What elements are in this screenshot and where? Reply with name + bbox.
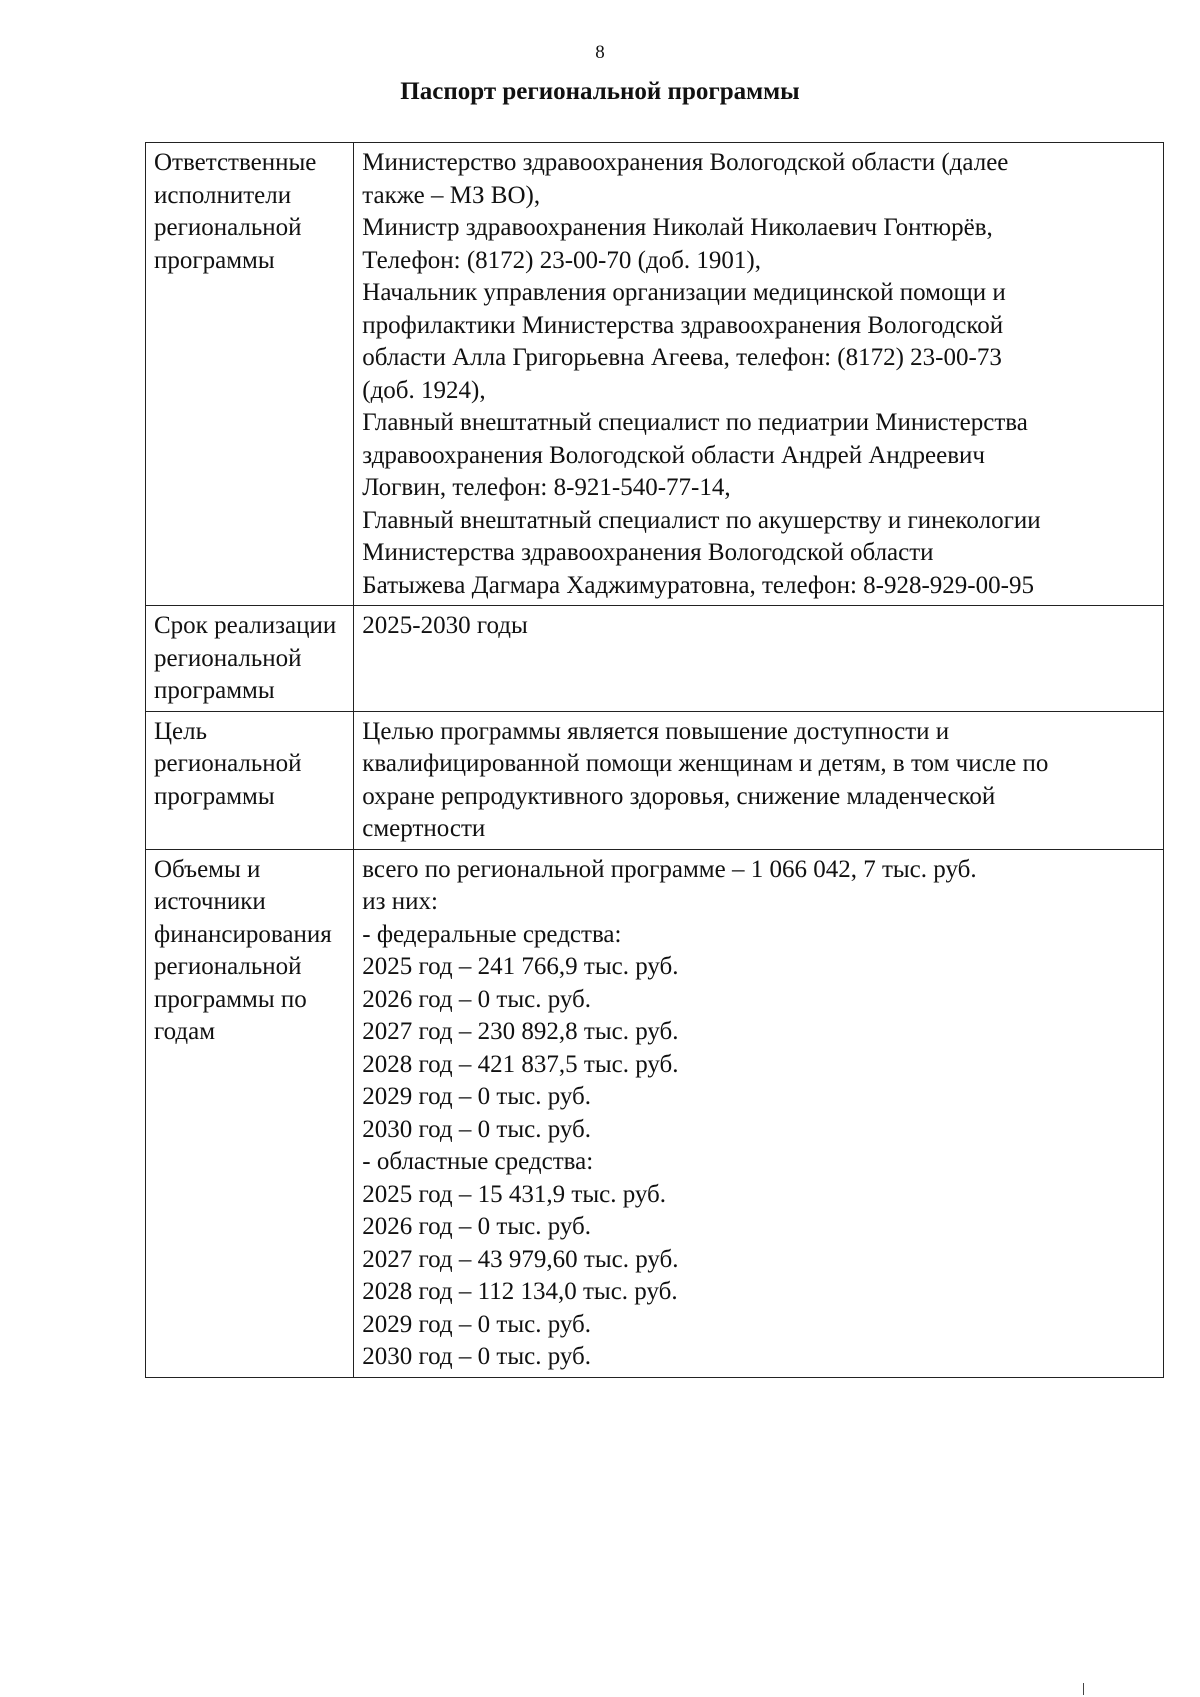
row-value-line: 2027 год – 43 979,60 тыс. руб.: [362, 1245, 679, 1273]
row-value-line: 2027 год – 230 892,8 тыс. руб.: [362, 1018, 679, 1045]
row-value-line: 2030 год – 0 тыс. руб.: [362, 1343, 592, 1370]
row-value-line: охране репродуктивного здоровья, снижение младенческой: [362, 782, 996, 810]
implementation-period-row: [146, 606, 1164, 712]
row-value-line: Начальник управления организации медицинской помощи и: [362, 279, 1006, 306]
row-label-line: источники: [154, 888, 266, 915]
row-value-line: 2030 год – 0 тыс. руб.: [362, 1115, 592, 1143]
row-value-line: Телефон: (8172) 23-00-70 (доб. 1901),: [362, 246, 761, 274]
row-value-line: 2028 год – 421 837,5 тыс. руб.: [362, 1050, 679, 1078]
row-value-cell: [354, 849, 1164, 1377]
row-label-line: программы: [154, 677, 275, 704]
row-label-line: региональной: [154, 953, 302, 980]
row-value-line: всего по региональной программе – 1 066 042, 7 тыс. руб.: [362, 855, 977, 883]
row-label-cell: [146, 849, 354, 1377]
row-value-line: 2029 год – 0 тыс. руб.: [362, 1083, 592, 1110]
row-value-line: (доб. 1924),: [362, 376, 486, 404]
row-value-line: области Алла Григорьевна Агеева, телефон: (8172) 23-00-73: [362, 344, 1002, 371]
row-label-line: региональной: [154, 750, 302, 777]
row-value-line: профилактики Министерства здравоохранения Вологодской: [362, 311, 1004, 339]
row-value-line: из них:: [362, 888, 438, 915]
row-label-line: Ответственные: [154, 149, 317, 176]
row-value-line: Главный внештатный специалист по акушерству и гинекологии: [362, 506, 1041, 534]
row-value-cell: [354, 143, 1164, 606]
row-value-line: Главный внештатный специалист по педиатрии Министерства: [362, 409, 1028, 436]
row-value-line: Целью программы является повышение доступности и: [362, 717, 950, 745]
row-value-line: Логвин, телефон: 8-921-540-77-14,: [362, 474, 731, 501]
row-value-line: 2028 год – 112 134,0 тыс. руб.: [362, 1278, 678, 1305]
row-label-line: исполнители: [154, 181, 292, 209]
row-value-line: Батыжева Дагмара Хаджимуратовна, телефон: 8-928-929-00-95: [362, 571, 1034, 599]
row-value-line: 2025 год – 15 431,9 тыс. руб.: [362, 1180, 667, 1208]
row-value-line: Министерства здравоохранения Вологодской области: [362, 539, 934, 566]
row-value-cell: [354, 606, 1164, 712]
row-label-line: годам: [154, 1018, 216, 1045]
row-value-line: также – МЗ ВО),: [362, 181, 541, 209]
row-value-line: 2026 год – 0 тыс. руб.: [362, 985, 592, 1013]
row-label-cell: [146, 606, 354, 712]
document-title: Паспорт региональной программы: [400, 78, 800, 105]
row-value-line: - федеральные средства:: [362, 920, 622, 948]
row-value-line: 2029 год – 0 тыс. руб.: [362, 1310, 592, 1338]
row-value-line: Министерство здравоохранения Вологодской области (далее: [362, 149, 1009, 176]
row-label-line: программы: [154, 782, 275, 810]
row-label-line: финансирования: [154, 920, 332, 948]
row-value-line: 2026 год – 0 тыс. руб.: [362, 1213, 592, 1240]
row-value-line: 2025 год – 241 766,9 тыс. руб.: [362, 953, 679, 980]
responsible-executors-row: [146, 143, 1164, 606]
row-value-line: здравоохранения Вологодской области Андрей Андреевич: [362, 441, 985, 469]
row-label-line: программы по: [154, 985, 307, 1013]
row-label-line: программы: [154, 246, 275, 274]
passport-table-body: [146, 143, 1164, 1378]
row-label-line: Срок реализации: [154, 612, 337, 639]
row-value-cell: [354, 711, 1164, 849]
row-value-line: квалифицированной помощи женщинам и детям, в том числе по: [362, 750, 1049, 777]
row-value-line: 2025-2030 годы: [362, 612, 528, 639]
row-value-line: - областные средства:: [362, 1148, 594, 1175]
row-label-line: региональной: [154, 644, 302, 672]
financing-row: [146, 849, 1164, 1377]
scan-edge-mark: [1083, 1683, 1084, 1695]
row-label-line: Цель: [154, 717, 208, 745]
row-value-line: смертности: [362, 815, 486, 842]
row-label-cell: [146, 143, 354, 606]
page-number: 8: [595, 42, 605, 63]
row-label-line: региональной: [154, 214, 302, 241]
row-label-line: Объемы и: [154, 855, 261, 883]
row-label-cell: [146, 711, 354, 849]
row-value-line: Министр здравоохранения Николай Николаевич Гонтюрёв,: [362, 214, 993, 241]
program-goal-row: [146, 711, 1164, 849]
passport-table: [145, 142, 1164, 1378]
